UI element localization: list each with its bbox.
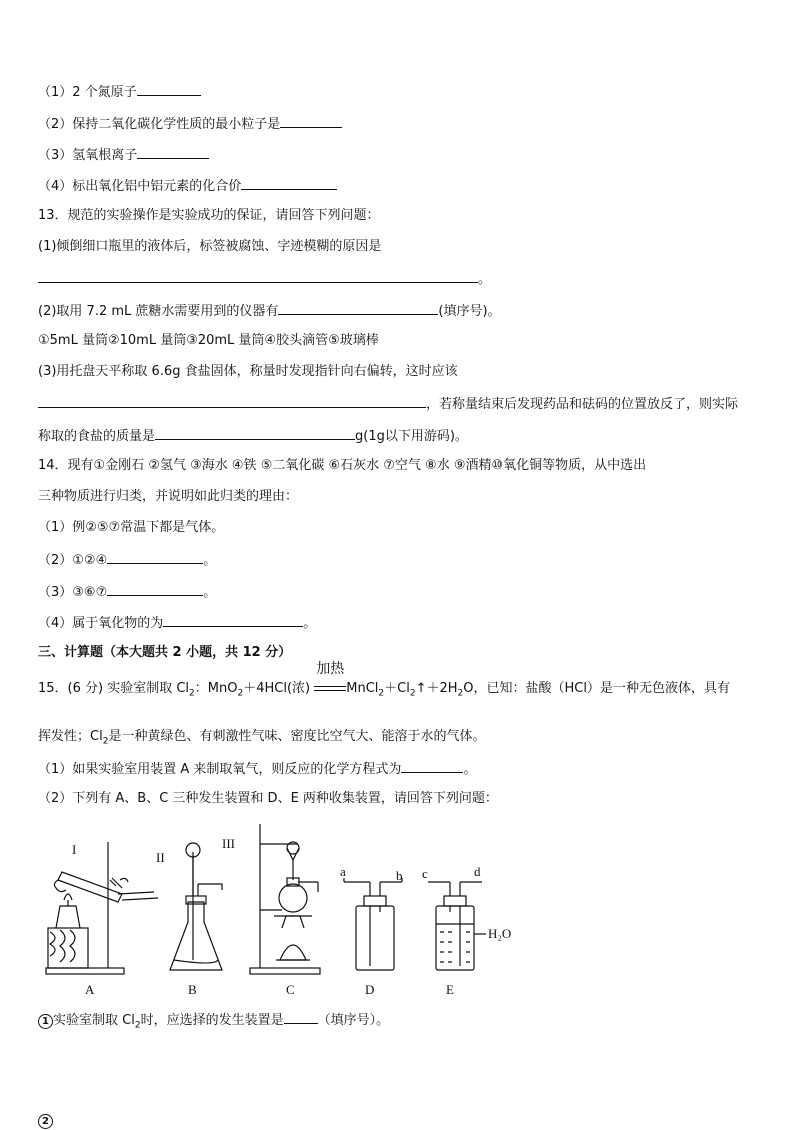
q14-item-2: （2）①②④ 。 bbox=[38, 550, 216, 570]
q15-item-1: （1）如果实验室用装置 A 来制取氧气，则反应的化学方程式为 。 bbox=[38, 759, 476, 779]
circled-number: 2 bbox=[38, 1114, 53, 1129]
apparatus-e bbox=[428, 882, 486, 970]
label-roman-3: III bbox=[222, 836, 235, 851]
label-roman-1: I bbox=[72, 842, 77, 857]
answer-blank[interactable] bbox=[163, 613, 303, 627]
answer-blank[interactable] bbox=[38, 269, 478, 283]
label-apparatus-a: A bbox=[85, 982, 95, 997]
q14-item-1: （1）例②⑤⑦常温下都是气体。 bbox=[38, 520, 225, 535]
q14-item-4: （4）属于氧化物的为 。 bbox=[38, 613, 316, 633]
answer-blank[interactable] bbox=[155, 426, 355, 440]
q13-part-1: (1)倾倒细口瓶里的液体后，标签被腐蚀、字迹模糊的原因是 bbox=[38, 239, 382, 254]
label-roman-2: II bbox=[156, 850, 165, 865]
q14-stem-1: 14．现有①金刚石 ②氢气 ③海水 ④铁 ⑤二氧化碳 ⑥石灰水 ⑦空气 ⑧水 ⑨酒精⑩氧化铜等物质，从中选出 bbox=[38, 458, 647, 473]
q15-item-2: （2）下列有 A、B、C 三种发生装置和 D、E 两种收集装置，请回答下列问题： bbox=[38, 791, 498, 806]
q12-item-4: （4）标出氧化铝中铝元素的化合价 bbox=[38, 176, 337, 196]
apparatus-b bbox=[170, 843, 222, 970]
q15-equation-line: 15．(6 分) 实验室制取 $Cl_2$：MnO$_2$＋4HCl(浓) 加热 $MnCl_2+Cl_2↑+2H_2O$，已知：盐酸（HCl）是一种无色液体，具有 bbox=[38, 661, 730, 699]
answer-blank[interactable] bbox=[241, 176, 337, 190]
q13-part-3: (3)用托盘天平称取 6.6g 食盐固体，称量时发现指针向右偏转，这时应该 bbox=[38, 364, 458, 379]
q15-sub-2-partial bbox=[38, 1112, 53, 1130]
label-apparatus-e: E bbox=[446, 982, 454, 997]
answer-blank[interactable] bbox=[137, 82, 201, 96]
apparatus-d bbox=[344, 878, 402, 970]
answer-blank[interactable] bbox=[278, 301, 438, 315]
label-tube-b: b bbox=[396, 868, 403, 883]
label-apparatus-b: B bbox=[188, 982, 197, 997]
q13-stem: 13．规范的实验操作是实验成功的保证，请回答下列问题： bbox=[38, 208, 380, 223]
q12-item-2: （2）保持二氧化碳化学性质的最小粒子是 bbox=[38, 114, 342, 134]
answer-blank[interactable] bbox=[107, 550, 203, 564]
label-tube-d: d bbox=[474, 864, 481, 879]
q13-options: ①5mL 量筒②10mL 量筒③20mL 量筒④胶头滴管⑤玻璃棒 bbox=[38, 333, 379, 348]
q12-item-1: （1）2 个氮原子 bbox=[38, 82, 201, 102]
apparatus-drawing bbox=[38, 820, 558, 1005]
q12-item-3: （3）氢氧根离子 bbox=[38, 145, 209, 165]
label-apparatus-d: D bbox=[365, 982, 375, 997]
section-heading: 三、计算题（本大题共 2 小题，共 12 分） bbox=[38, 645, 292, 660]
label-apparatus-c: C bbox=[286, 982, 295, 997]
q13-part-1-answer: 。 bbox=[38, 269, 491, 289]
answer-blank[interactable] bbox=[107, 582, 203, 596]
reaction-arrow: 加热 bbox=[314, 680, 346, 698]
answer-blank[interactable] bbox=[284, 1010, 318, 1024]
apparatus-c bbox=[250, 824, 320, 974]
q13-part-2: (2)取用 7.2 mL 蔗糖水需要用到的仪器有 (填序号)。 bbox=[38, 301, 501, 321]
q13-part-3-line-3: 称取的食盐的质量是 g(1g以下用游码)。 bbox=[38, 426, 468, 446]
q14-stem-2: 三种物质进行归类，并说明如此归类的理由： bbox=[38, 489, 299, 504]
q14-item-3: （3）③⑥⑦ 。 bbox=[38, 582, 216, 602]
q13-part-3-line-2: ，若称量结束后发现药品和砝码的位置放反了，则实际 bbox=[38, 394, 738, 414]
apparatus-a bbox=[46, 842, 158, 974]
label-water: H₂O bbox=[488, 926, 512, 941]
answer-blank[interactable] bbox=[401, 759, 463, 773]
label-tube-c: c bbox=[422, 866, 428, 881]
circled-number: 1 bbox=[38, 1014, 53, 1029]
apparatus-figure bbox=[38, 820, 558, 1005]
label-tube-a: a bbox=[340, 864, 346, 879]
answer-blank[interactable] bbox=[38, 394, 426, 408]
q15-sub-1: 1 实验室制取 $Cl_2$时，应选择的发生装置是 （填序号）。 bbox=[38, 1010, 389, 1035]
answer-blank[interactable] bbox=[280, 114, 342, 128]
q15-line-2: 挥发性；$Cl_2$是一种黄绿色、有刺激性气味、密度比空气大、能溶于水的气体。 bbox=[38, 729, 486, 747]
answer-blank[interactable] bbox=[137, 145, 209, 159]
